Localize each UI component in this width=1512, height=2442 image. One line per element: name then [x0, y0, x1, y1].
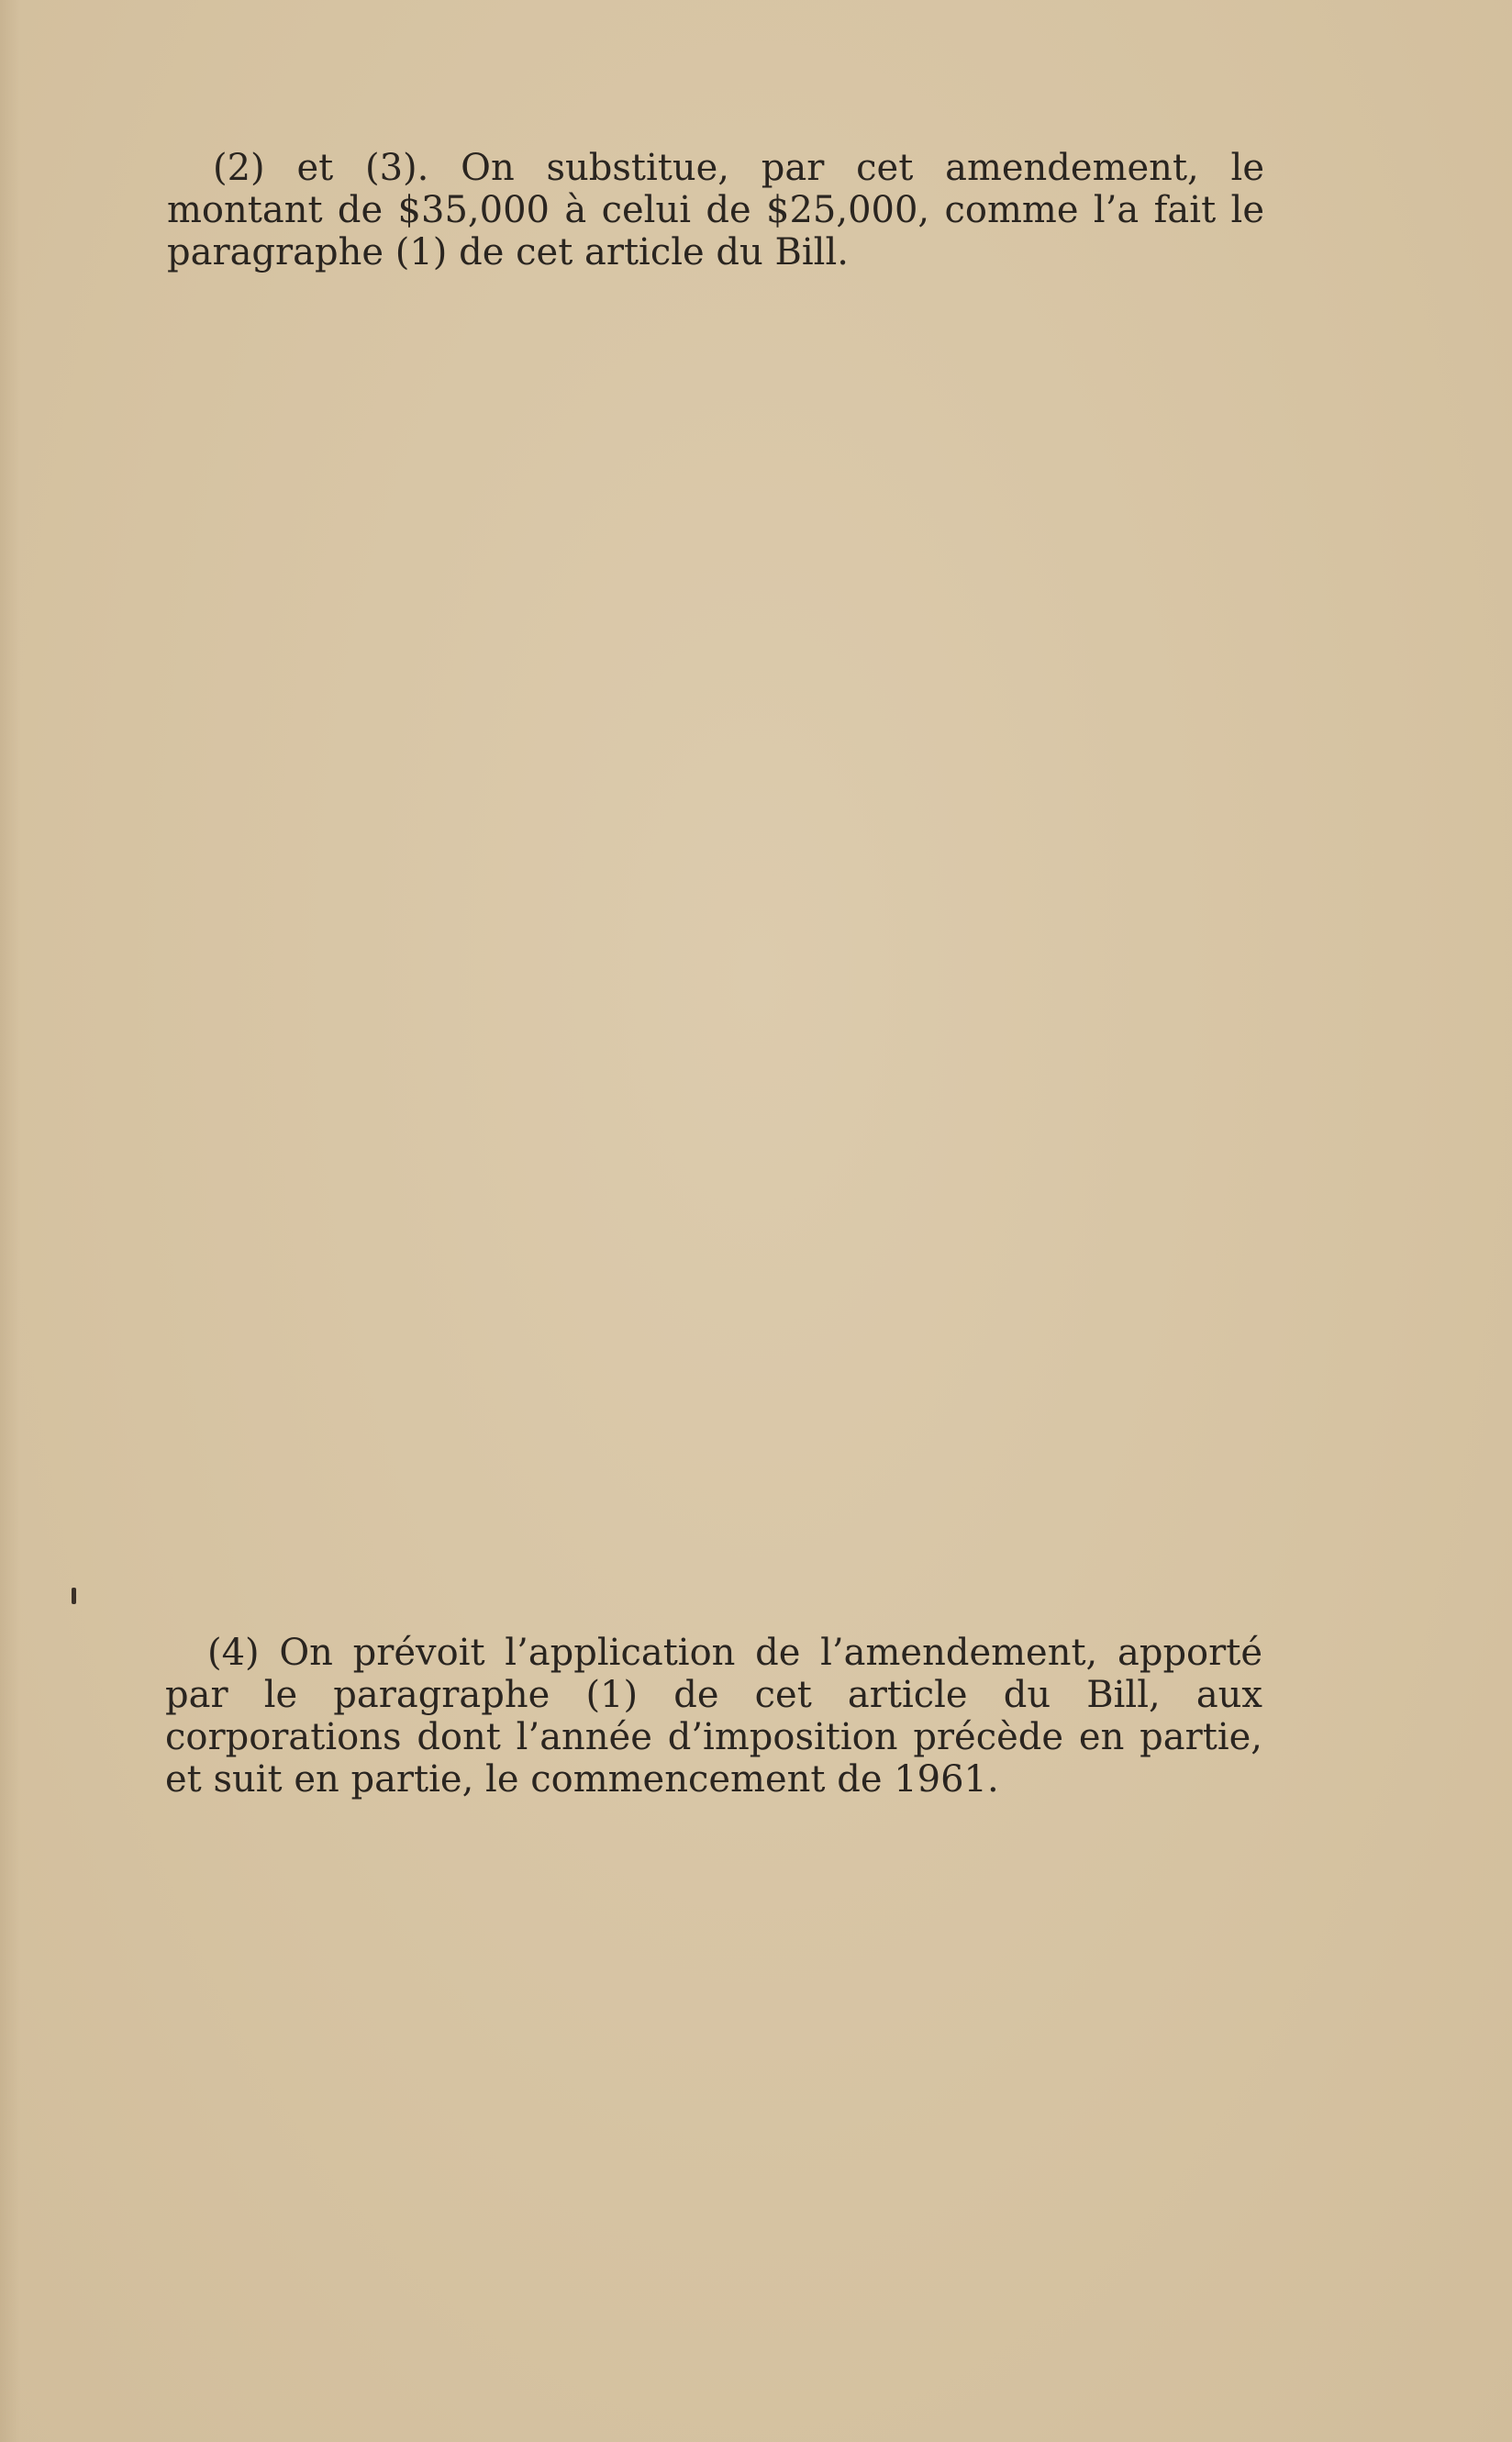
margin-mark: [72, 1588, 76, 1604]
explanatory-note-paragraph-2-3: (2) et (3). On substitue, par cet amendement, le montant de $35,000 à celui de $25,000, comme l’a fait le paragraphe (1) de cet article du Bill.: [167, 147, 1264, 273]
explanatory-note-paragraph-4: (4) On prévoit l’application de l’amendement, apporté par le paragraphe (1) de cet article du Bill, aux corporations dont l’année d’imposition précède en partie, et suit en partie, le commencement de 1961.: [165, 1632, 1262, 1801]
